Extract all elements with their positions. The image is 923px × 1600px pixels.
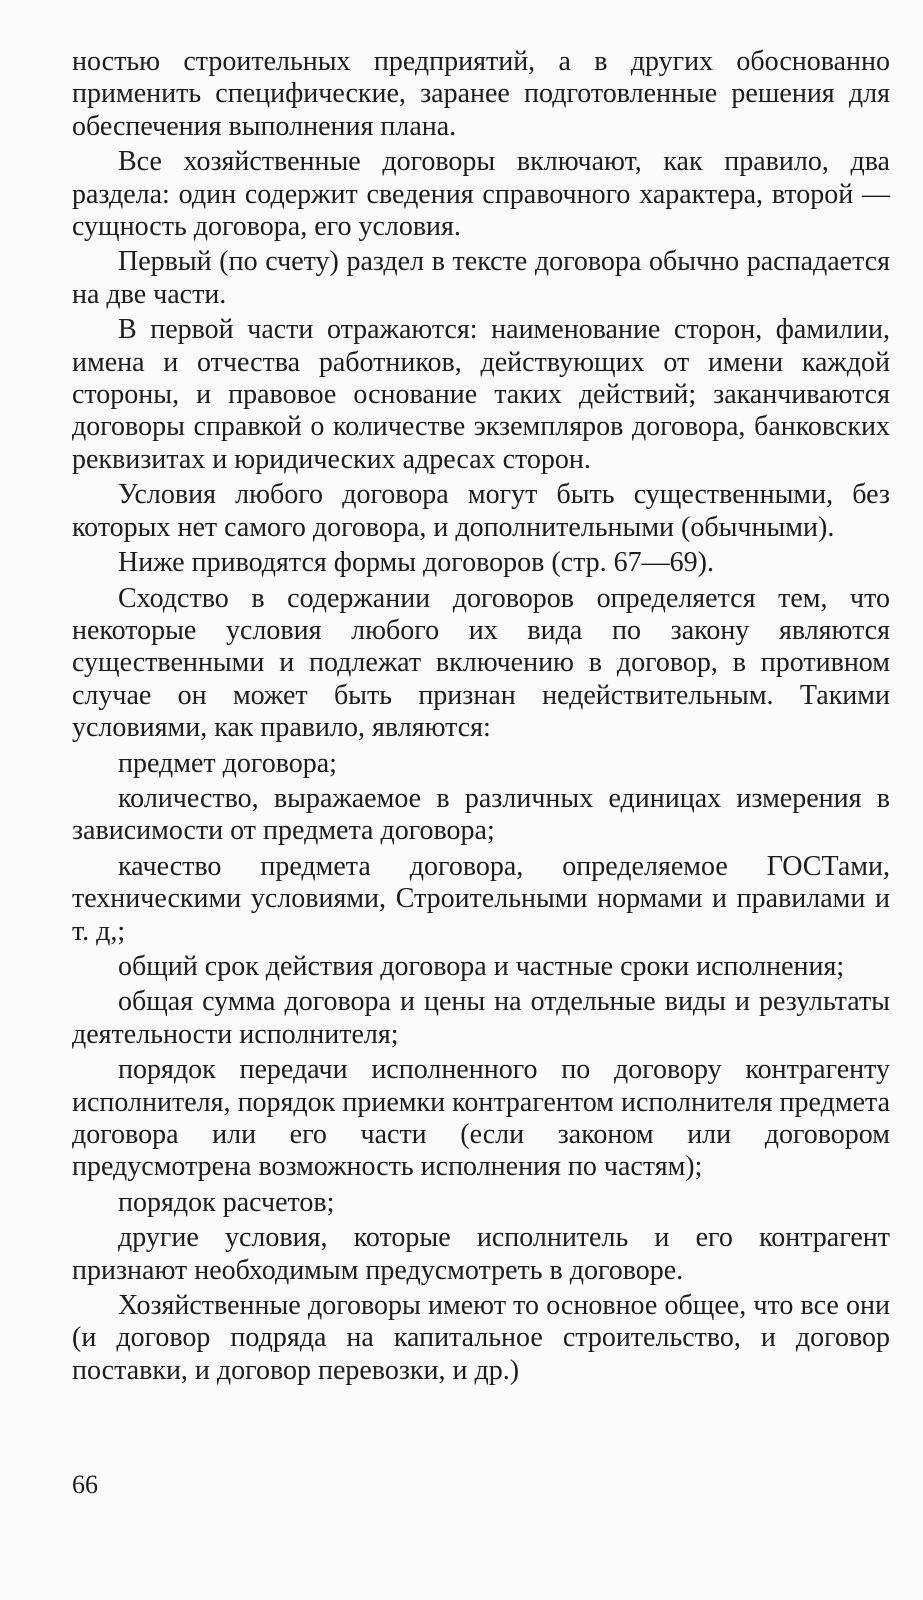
paragraph-continuation: ностью строительных предприятий, а в других обоснованно применить специфические, заранее подготовленные решения для обеспечения выполнения плана. xyxy=(72,46,890,142)
paragraph-conditions: Условия любого договора могут быть существенными, без которых нет самого договора, и дополнительными (обычными). xyxy=(72,479,890,543)
list-item-subject: предмет договора; xyxy=(118,747,337,779)
paragraph-forms-reference: Ниже приводятся формы договоров (стр. 67—69). xyxy=(118,547,714,579)
page-number: 66 xyxy=(72,1470,98,1499)
list-item-sum: общая сумма договора и цены на отдельные виды и результаты деятельности исполнителя; xyxy=(72,986,890,1050)
paragraph-first-part: В первой части отражаются: наименование сторон, фамилии, имена и отчества работников, действующих от имени каждой стороны, и правовое основание таких действий; заканчиваются договоры справкой о количестве экземпляров договора, банковских реквизитах и юридических адресах сторон. xyxy=(72,314,890,475)
paragraph-common-features: Хозяйственные договоры имеют то основное общее, что все они (и договор подряда на капитальное строительство, и договор поставки, и договор перевозки, и др.) xyxy=(72,1290,890,1386)
page-body xyxy=(72,46,890,1390)
list-item-payments: порядок расчетов; xyxy=(118,1186,335,1218)
list-item-terms: общий срок действия договора и частные сроки исполнения; xyxy=(118,950,845,982)
paragraph-first-section: Первый (по счету) раздел в тексте договора обычно распадается на две части. xyxy=(72,246,890,310)
list-item-quantity: количество, выражаемое в различных единицах измерения в зависимости от предмета договора; xyxy=(72,782,890,847)
list-item-quality: качество предмета договора, определяемое ГОСТами, техническими условиями, Строительными нормами и правилами и т. д,; xyxy=(72,850,890,947)
list-item-other: другие условия, которые исполнитель и его контрагент признают необходимым предусмотреть в договоре. xyxy=(72,1222,890,1286)
list-item-transfer: порядок передачи исполненного по договору контрагенту исполнителя, порядок приемки контрагентом исполнителя предмета договора или его части (если законом или договором предусмотрена возможность исполнения по частям); xyxy=(72,1054,890,1183)
paragraph-contract-sections: Все хозяйственные договоры включают, как правило, два раздела: один содержит сведения справочного характера, второй — сущность договора, его условия. xyxy=(72,146,890,243)
paragraph-similarity: Сходство в содержании договоров определяется тем, что некоторые условия любого их вида по закону являются существенными и подлежат включению в договор, в противном случае он может быть признан недействительным. Такими условиями, как правило, являются: xyxy=(72,582,890,744)
